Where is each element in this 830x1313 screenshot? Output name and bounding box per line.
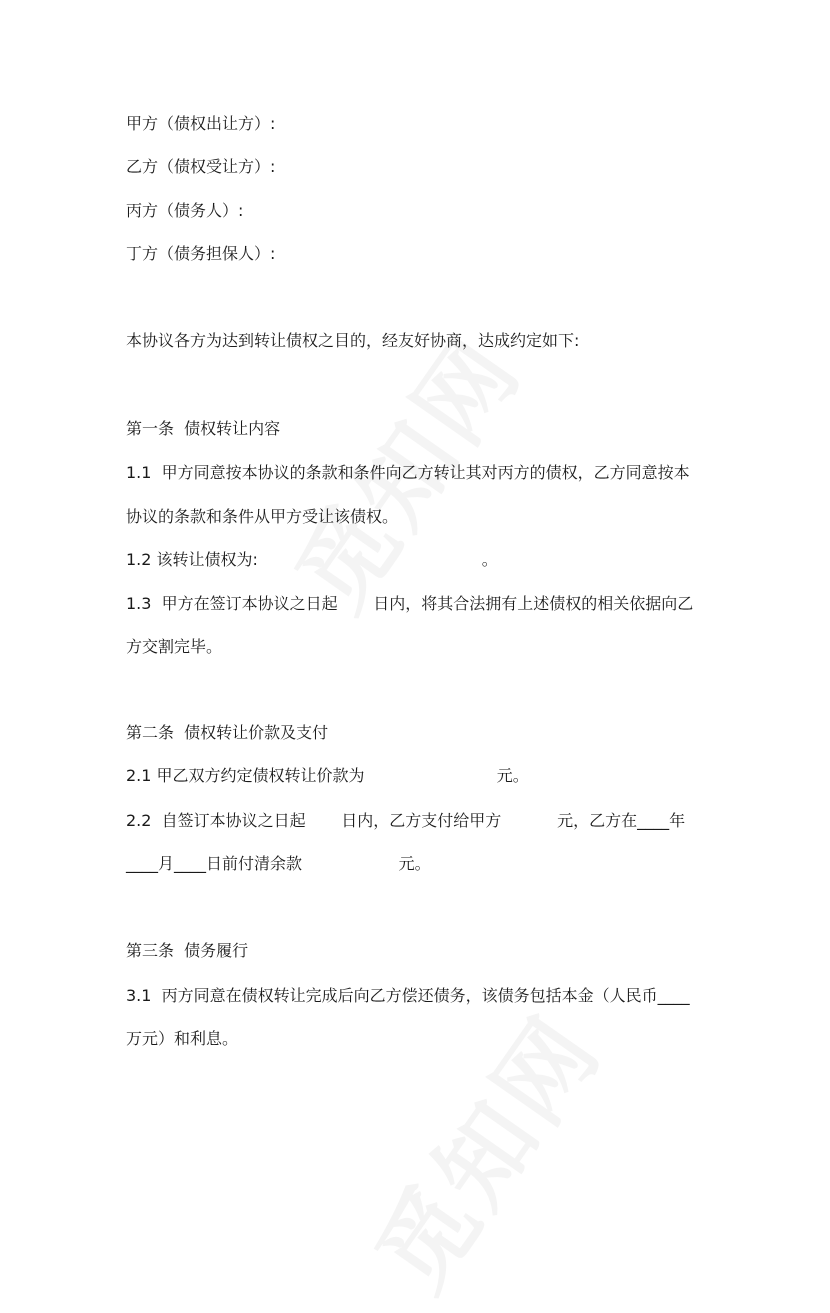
clause-1-3-line-1: 1.3 甲方在签订本协议之日起 日内，将其合法拥有上述债权的相关依据向乙 xyxy=(126,594,694,613)
clause-1-3-line-2: 方交割完毕。 xyxy=(126,637,223,656)
clause-1-2: 1.2 该转让债权为: 。 xyxy=(126,550,498,569)
clause-2-1: 2.1 甲乙双方约定债权转让价款为 元。 xyxy=(126,766,529,785)
clause-1-1-line-1: 1.1 甲方同意按本协议的条款和条件向乙方转让其对丙方的债权，乙方同意按本 xyxy=(126,463,690,482)
clause-3-1-line-1: 3.1 丙方同意在债权转让完成后向乙方偿还债务，该债务包括本金（人民币____ xyxy=(126,986,690,1005)
article-3-title: 第三条 债务履行 xyxy=(126,941,249,960)
clause-2-2-line-1: 2.2 自签订本协议之日起 日内，乙方支付给甲方 元，乙方在____年 xyxy=(126,811,686,830)
party-b-label: 乙方（债权受让方）: xyxy=(126,157,276,176)
article-2-title: 第二条 债权转让价款及支付 xyxy=(126,723,329,742)
intro-paragraph: 本协议各方为达到转让债权之目的，经友好协商，达成约定如下: xyxy=(126,331,580,350)
clause-3-1-line-2: 万元）和利息。 xyxy=(126,1029,239,1048)
clause-1-1-line-2: 协议的条款和条件从甲方受让该债权。 xyxy=(126,507,399,526)
watermark xyxy=(339,984,627,1313)
article-1-title: 第一条 债权转让内容 xyxy=(126,419,281,438)
party-a-label: 甲方（债权出让方）: xyxy=(126,114,276,133)
party-c-label: 丙方（债务人）: xyxy=(126,201,244,220)
clause-2-2-line-2: ____月____日前付清余款 元。 xyxy=(126,854,431,873)
party-d-label: 丁方（债务担保人）: xyxy=(126,244,276,263)
